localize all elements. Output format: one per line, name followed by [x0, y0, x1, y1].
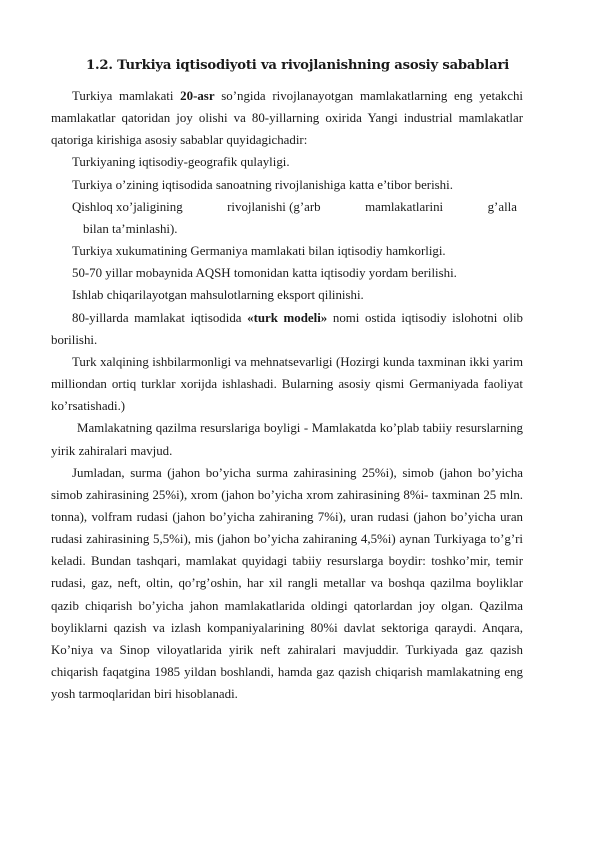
labor-paragraph: Turk xalqining ishbilarmonligi va mehnatsevarligi (Hozirgi kunda taxminan ikki yarim milliondan ortiq turklar xorijda ishlashadi. Bularning asosiy qismi Germaniyada faoliyat ko’rsatishadi.)	[51, 354, 523, 414]
intro-paragraph	[51, 85, 523, 151]
reason-item-agriculture	[51, 196, 523, 218]
reason-item: Turkiya o’zining iqtisodida sanoatning rivojlanishiga katta e’tibor berishi.	[72, 177, 453, 192]
agri-word: g’alla	[487, 199, 517, 214]
section-heading: 1.2. Turkiya iqtisodiyoti va rivojlanishning asosiy sabablari	[86, 58, 510, 73]
minerals-paragraph: Jumladan, surma (jahon bo’yicha surma zahirasining 25%i), simob (jahon bo’yicha simob zahirasining 25%i), xrom (jahon bo’yicha xrom zahirasining 8%i- taxminan 25 mln. tonna), volfram rudasi (jahon bo’yicha zahiraning 7%i), uran rudasi (jahon bo’yicha uran rudasi zahirasining 5,5%i), mis (jahon bo’yicha zahiraning 4,5%i) aynan Turkiyaga to’g’ri keladi. Bundan tashqari, mamlakat quyidagi tabiiy resurslarga boydir: toshko’mir, temir rudasi, gaz, neft, oltin, qo’rg’oshin, har xil rangli metallar va boshqa qazilma boyliklar qazib chiqarish bo’yicha jahon mamlakatlarida oldingi qatorlardan joy olgan. Qazilma boyliklarni qazish va izlash kompaniyalarining 80%i davlat sektoriga qaraydi. Anqara, Ko’niya va Sinop viloyatlarida yirik neft zahiralari mavjuddir. Turkiyada gaz qazish chiqarish faqatgina 1985 yildan boshlandi, hamda gaz qazish chiqarish mamlakatning eng yosh tarmoqlaridan biri hisoblanadi.	[51, 465, 523, 702]
resources-paragraph: Mamlakatning qazilma resurslariga boyligi - Mamlakatda ko’plab tabiiy resurslarning yirik zahiralari mavjud.	[51, 421, 523, 458]
intro-text-start: Turkiya mamlakati	[72, 89, 181, 103]
turk-model-bold-term: «turk modeli»	[247, 310, 328, 325]
agri-word: mamlakatlarini	[365, 199, 444, 214]
turk-model-paragraph	[51, 307, 523, 351]
reason-item: Turkiya xukumatining Germaniya mamlakati bilan iqtisodiy hamkorligi.	[72, 244, 446, 259]
body-text	[51, 85, 523, 705]
agri-word: rivojlanishi (g’arb	[227, 199, 321, 214]
turk-model-text-start: 80-yillarda mamlakat iqtisodida	[72, 310, 248, 325]
reason-item: Turkiyaning iqtisodiy-geografik qulayligi.	[72, 155, 290, 170]
turk-model-text-end: nomi ostida iqtisodiy islohotni olib borilishi.	[51, 310, 523, 347]
reason-item: 50-70 yillar mobaynida AQSH tomonidan katta iqtisodiy yordam berilishi.	[72, 266, 457, 281]
intro-bold-term: 20-asr	[180, 89, 215, 103]
reason-item: Ishlab chiqarilayotgan mahsulotlarning eksport qilinishi.	[72, 288, 364, 303]
intro-text-end: so’ngida rivojlanayotgan mamlakatlarning eng yetakchi mamlakatlar qatoridan joy olishi va 80-yillarning oxirida Yangi industrial mamlakatlar qatoriga kirishiga asosiy sabablar quyidagichadir:	[51, 89, 523, 148]
reason-item-agriculture-cont: bilan ta’minlashi).	[83, 221, 178, 236]
agri-word: Qishloq xo’jaligining	[72, 199, 183, 214]
